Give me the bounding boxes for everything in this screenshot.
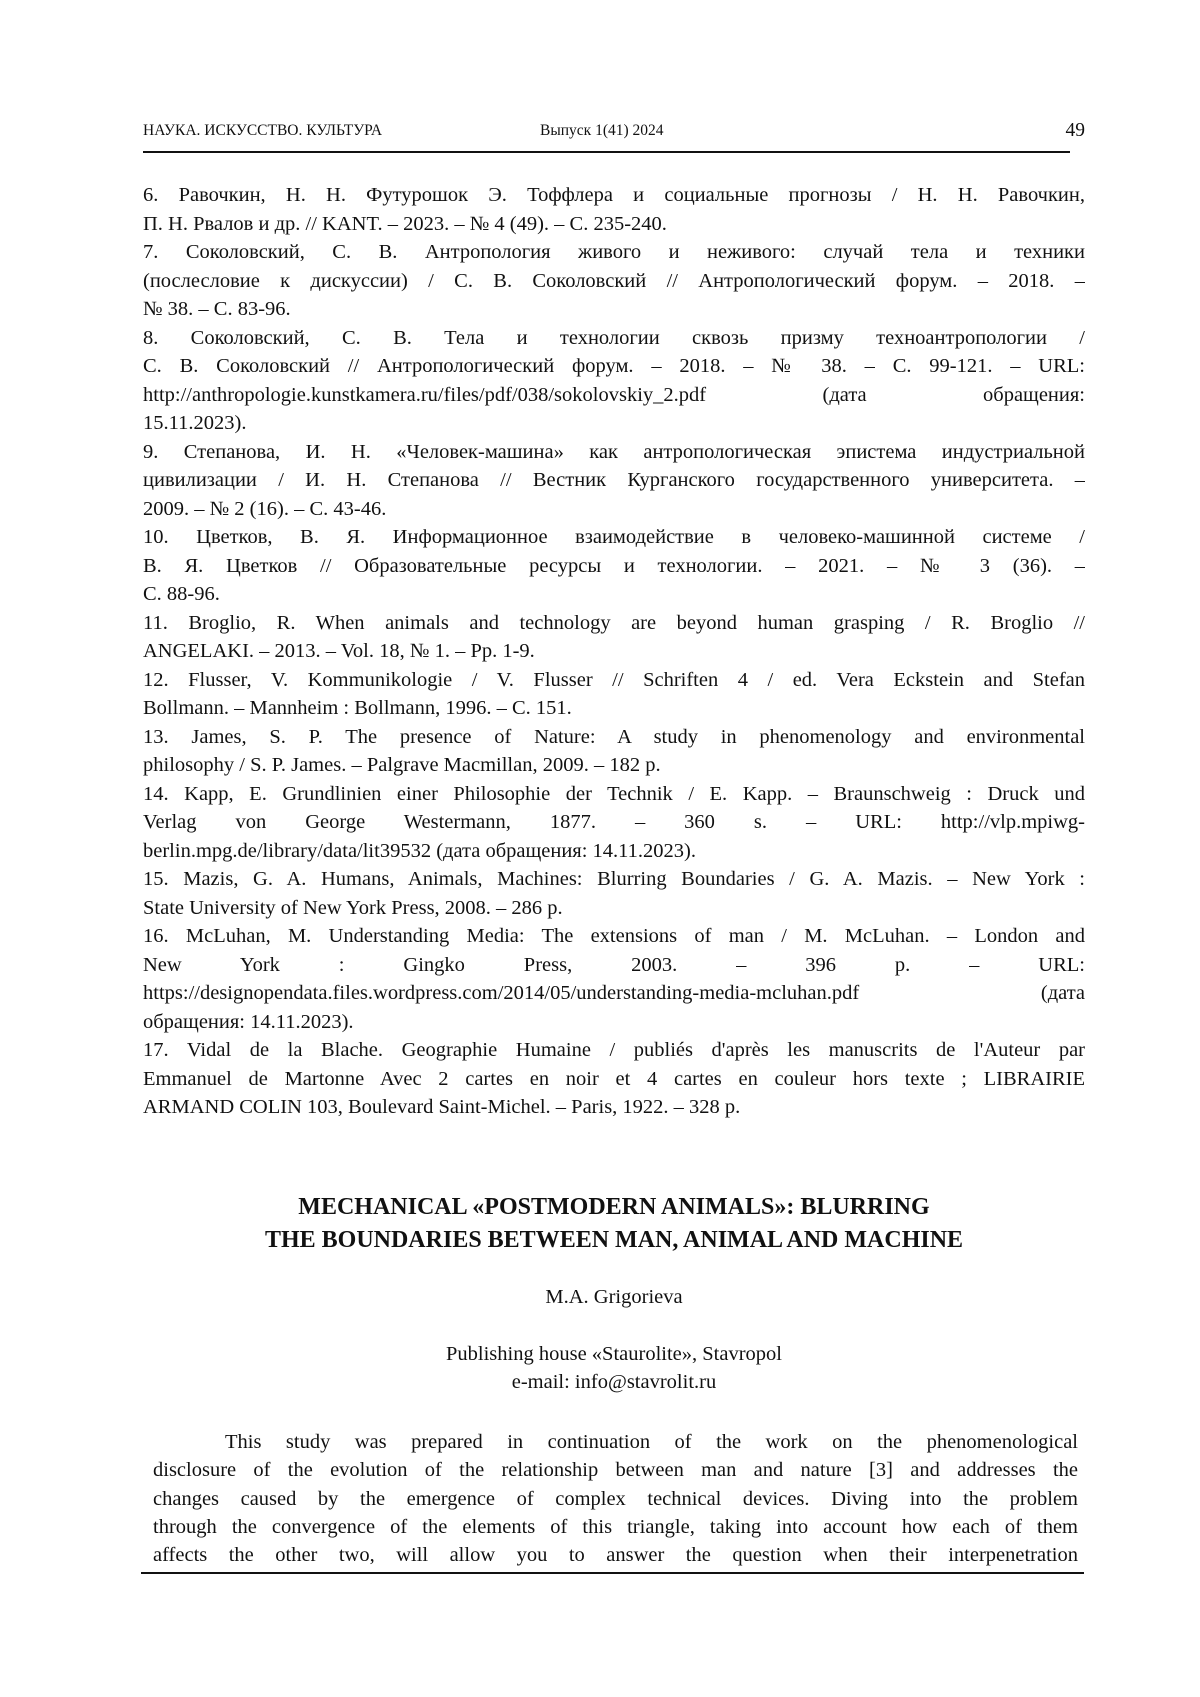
reference-line: С. В. Соколовский // Антропологический форум. – 2018. – № 38. – С. 99-121. – URL: bbox=[143, 352, 1085, 381]
abstract-line: disclosure of the evolution of the relationship between man and nature [3] and addresses the bbox=[153, 1456, 1078, 1484]
reference-line: цивилизации / И. Н. Степанова // Вестник Курганского государственного университета. – bbox=[143, 466, 1085, 495]
reference-line: 15. Mazis, G. A. Humans, Animals, Machines: Blurring Boundaries / G. A. Mazis. – New York : bbox=[143, 865, 1085, 894]
reference-line: http://anthropologie.kunstkamera.ru/files/pdf/038/sokolovskiy_2.pdf (дата обращения: bbox=[143, 381, 1085, 410]
reference-line: № 38. – С. 83-96. bbox=[143, 295, 1085, 324]
reference-line: berlin.mpg.de/library/data/lit39532 (дата обращения: 14.11.2023). bbox=[143, 837, 1085, 866]
article-title-line: THE BOUNDARIES BETWEEN MAN, ANIMAL AND MACHINE bbox=[143, 1224, 1085, 1257]
reference-line: ANGELAKI. – 2013. – Vol. 18, № 1. – Pp. 1-9. bbox=[143, 637, 1085, 666]
reference-item bbox=[143, 865, 1085, 922]
reference-line: New York : Gingko Press, 2003. – 396 p. – URL: bbox=[143, 951, 1085, 980]
article-author: M.A. Grigorieva bbox=[143, 1286, 1085, 1309]
abstract-line: affects the other two, will allow you to answer the question when their interpenetration bbox=[153, 1541, 1078, 1569]
reference-line: 12. Flusser, V. Kommunikologie / V. Flusser // Schriften 4 / ed. Vera Eckstein and Stefan bbox=[143, 666, 1085, 695]
reference-line: philosophy / S. P. James. – Palgrave Macmillan, 2009. – 182 p. bbox=[143, 751, 1085, 780]
reference-line: С. 88-96. bbox=[143, 580, 1085, 609]
reference-item bbox=[143, 723, 1085, 780]
reference-line: обращения: 14.11.2023). bbox=[143, 1008, 1085, 1037]
reference-line: https://designopendata.files.wordpress.com/2014/05/understanding-media-mcluhan.pdf (дата bbox=[143, 979, 1085, 1008]
reference-item bbox=[143, 238, 1085, 324]
reference-line: В. Я. Цветков // Образовательные ресурсы и технологии. – 2021. – № 3 (36). – bbox=[143, 552, 1085, 581]
reference-item bbox=[143, 666, 1085, 723]
reference-line: 10. Цветков, В. Я. Информационное взаимодействие в человеко-машинной системе / bbox=[143, 523, 1085, 552]
reference-item bbox=[143, 780, 1085, 866]
reference-line: 17. Vidal de la Blache. Geographie Humaine / publiés d'après les manuscrits de l'Auteur par bbox=[143, 1036, 1085, 1065]
reference-line: 8. Соколовский, С. В. Тела и технологии сквозь призму техноантропологии / bbox=[143, 324, 1085, 353]
reference-item bbox=[143, 181, 1085, 238]
reference-list bbox=[143, 181, 1085, 1122]
author-affiliation-block bbox=[143, 1340, 1085, 1396]
header-rule bbox=[143, 151, 1070, 153]
abstract bbox=[153, 1428, 1078, 1569]
article-title-line: MECHANICAL «POSTMODERN ANIMALS»: BLURRING bbox=[143, 1191, 1085, 1224]
reference-line: 11. Broglio, R. When animals and technology are beyond human grasping / R. Broglio // bbox=[143, 609, 1085, 638]
abstract-line: This study was prepared in continuation of the work on the phenomenological bbox=[153, 1428, 1078, 1456]
reference-line: П. Н. Рвалов и др. // KANT. – 2023. – № 4 (49). – С. 235-240. bbox=[143, 210, 1085, 239]
page-number: 49 bbox=[1066, 120, 1086, 142]
reference-item bbox=[143, 523, 1085, 609]
reference-line: 9. Степанова, И. Н. «Человек-машина» как антропологическая эпистема индустриальной bbox=[143, 438, 1085, 467]
reference-line: 6. Равочкин, Н. Н. Футурошок Э. Тоффлера и социальные прогнозы / Н. Н. Равочкин, bbox=[143, 181, 1085, 210]
reference-line: (послесловие к дискуссии) / С. В. Соколовский // Антропологический форум. – 2018. – bbox=[143, 267, 1085, 296]
footer-rule bbox=[141, 1572, 1084, 1574]
reference-item bbox=[143, 922, 1085, 1036]
reference-item bbox=[143, 1036, 1085, 1122]
reference-line: 15.11.2023). bbox=[143, 409, 1085, 438]
reference-item bbox=[143, 438, 1085, 524]
reference-line: Emmanuel de Martonne Avec 2 cartes en noir et 4 cartes en couleur hors texte ; LIBRAIRIE bbox=[143, 1065, 1085, 1094]
reference-line: 13. James, S. P. The presence of Nature: A study in phenomenology and environmental bbox=[143, 723, 1085, 752]
article-title bbox=[143, 1191, 1085, 1257]
reference-line: Verlag von George Westermann, 1877. – 360 s. – URL: http://vlp.mpiwg- bbox=[143, 808, 1085, 837]
reference-line: ARMAND COLIN 103, Boulevard Saint-Michel. – Paris, 1922. – 328 p. bbox=[143, 1093, 1085, 1122]
reference-item bbox=[143, 609, 1085, 666]
author-affiliation: Publishing house «Staurolite», Stavropol bbox=[143, 1340, 1085, 1368]
author-email: e-mail: info@stavrolit.ru bbox=[143, 1368, 1085, 1396]
reference-line: 14. Kapp, E. Grundlinien einer Philosophie der Technik / E. Kapp. – Braunschweig : Druck und bbox=[143, 780, 1085, 809]
running-header-journal: НАУКА. ИСКУССТВО. КУЛЬТУРА bbox=[143, 122, 382, 140]
reference-line: 2009. – № 2 (16). – С. 43-46. bbox=[143, 495, 1085, 524]
reference-item bbox=[143, 324, 1085, 438]
reference-line: State University of New York Press, 2008. – 286 p. bbox=[143, 894, 1085, 923]
abstract-line: through the convergence of the elements of this triangle, taking into account how each of them bbox=[153, 1513, 1078, 1541]
reference-line: Bollmann. – Mannheim : Bollmann, 1996. – С. 151. bbox=[143, 694, 1085, 723]
reference-line: 16. McLuhan, M. Understanding Media: The extensions of man / M. McLuhan. – London and bbox=[143, 922, 1085, 951]
running-header-issue: Выпуск 1(41) 2024 bbox=[540, 122, 664, 140]
reference-line: 7. Соколовский, С. В. Антропология живого и неживого: случай тела и техники bbox=[143, 238, 1085, 267]
abstract-line: changes caused by the emergence of complex technical devices. Diving into the problem bbox=[153, 1485, 1078, 1513]
